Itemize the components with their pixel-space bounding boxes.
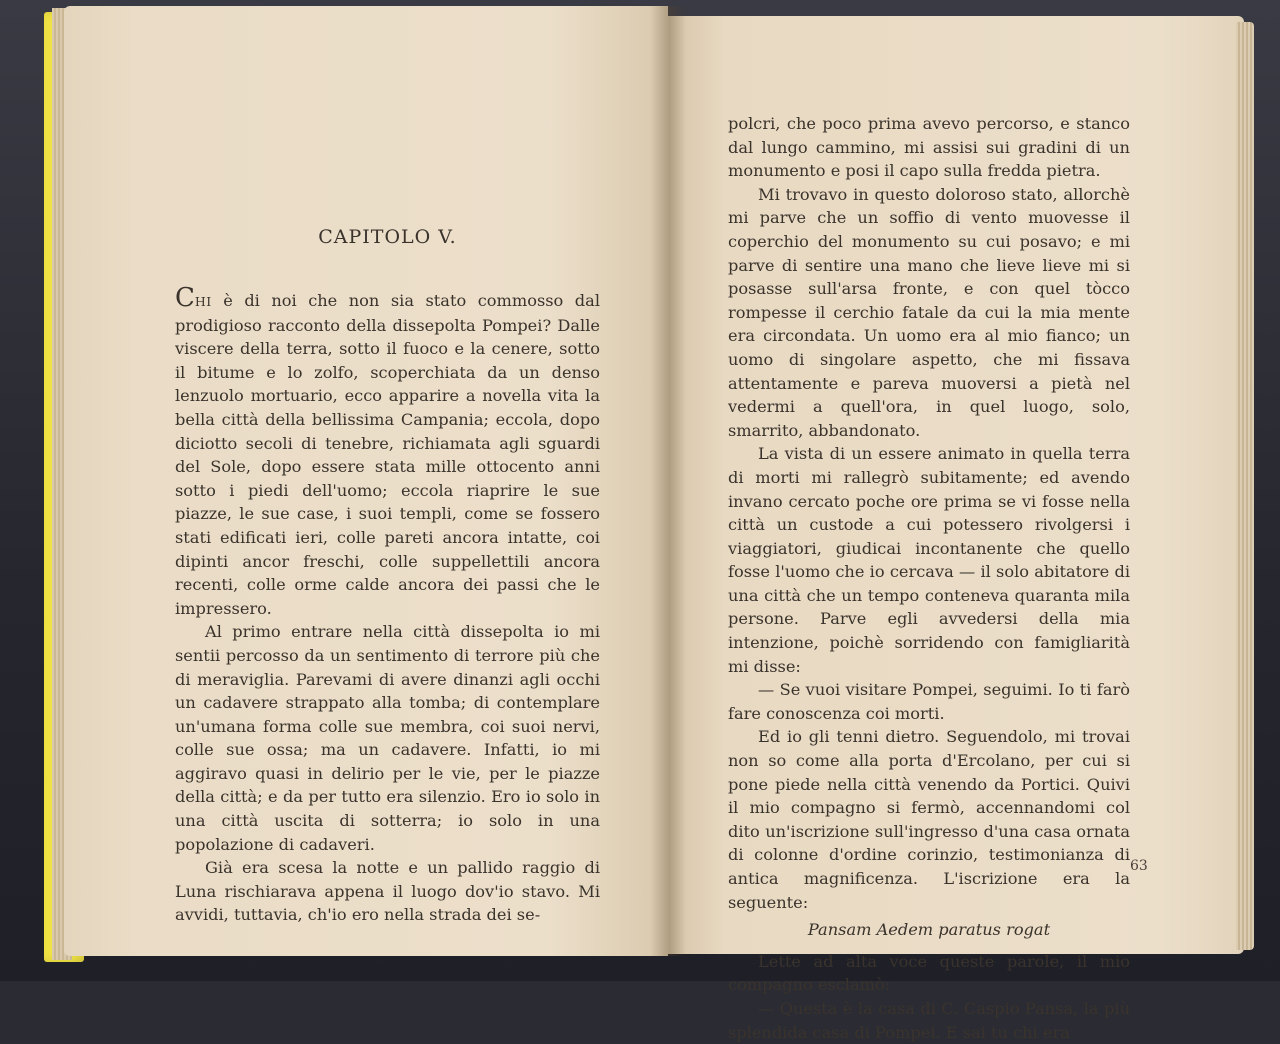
paragraph: Al primo entrare nella città dissepolta io mi sentii percosso da un sentimento di terrore più che di meraviglia. Parevami di avere dinanzi agli occhi un cadavere strappato alla tomba; di contemplare un'umana forma colle sue membra, coi suoi nervi, colle sue ossa; ma un cadavere. Infatti, io mi aggiravo quasi in delirio per le vie, per le piazze della città; e da per tutto era silenzio. Ero io solo in una città uscita di sotterra; io solo in una popolazione di cadaveri. (175, 622, 600, 854)
first-word-rest: HI (194, 294, 212, 309)
page-number: 63 (1130, 858, 1148, 874)
dialogue-paragraph: — Se vuoi visitare Pompei, seguimi. Io ti farò fare conoscenza coi morti. (728, 680, 1130, 723)
paragraph: La vista di un essere animato in quella terra di morti mi rallegrò subitamente; ed avendo invano cercato poche ore prima se vi fosse nella città un custode a cui potessero rivolgersi i viaggiatori, giudicai incontanente che quello fosse l'uomo che io cercava — il solo abitatore di una città che un tempo conteneva quaranta mila persone. Parve egli avvedersi della mia intenzione, poichè sorridendo con famigliarità mi disse: (728, 444, 1130, 676)
paragraph: Già era scesa la notte e un pallido raggio di Luna rischiarava appena il luogo dov'io stavo. Mi avvidi, tuttavia, ch'io ero nella strada dei se- (175, 858, 600, 925)
first-paragraph (175, 283, 600, 620)
paragraph: Lette ad alta voce queste parole, il mio compagno esclamò: (728, 951, 1130, 995)
inscription: Pansam Aedem paratus rogat (807, 920, 1051, 940)
right-page-edges (1236, 22, 1254, 950)
drop-cap: C (175, 283, 195, 313)
left-page-text (175, 283, 600, 927)
chapter-title: CAPITOLO V. (318, 226, 457, 248)
right-page-text (728, 112, 1130, 1044)
dialogue-paragraph: — Questa è la casa di C. Caspio Pansa, la più splendida casa di Pompei. E sai tu chi era (728, 998, 1130, 1042)
first-paragraph-text: è di noi che non sia stato commosso dal prodigioso racconto della dissepolta Pompei? Dalle viscere della terra, sotto il fuoco e la cenere, sotto il bitume e lo zolfo, scoperchiata da un denso lenzuolo mortuario, ecco apparire a novella vita la bella città della bellissima Campania; eccola, dopo diciotto secoli di tenebre, richiamata agli sguardi del Sole, dopo essere stata mille ottocento anni sotto i piedi dell'uomo; eccola riaprire le sue piazze, le sue case, i suoi templi, come se fossero stati edificati ieri, colle pareti ancora intatte, coi dipinti ancor freschi, colle suppellettili ancora recenti, colle orme calde ancora dei passi che le impressero. (175, 291, 600, 618)
continuation-paragraph: polcri, che poco prima avevo percorso, e stanco dal lungo cammino, mi assisi sui gradini di un monumento e posi il capo sulla fredda pietra. (728, 114, 1130, 181)
paragraph: Mi trovavo in questo doloroso stato, allorchè mi parve che un soffio di vento muovesse il coperchio del monumento su cui posavo; e mi parve di sentire una mano che lieve lieve mi si posasse sull'arsa fronte, e con quel tòcco rompesse il cerchio fatale da cui la mia mente era circondata. Un uomo era al mio fianco; un uomo di singolare aspetto, che mi fissava attentamente e pareva muoversi a pietà nel vedermi a quell'ora, in quel luogo, solo, smarrito, abbandonato. (728, 184, 1130, 440)
book-gutter (650, 6, 686, 956)
paragraph: Ed io gli tenni dietro. Seguendolo, mi trovai non so come alla porta d'Ercolano, per cui si pone piede nella città venendo da Portici. Quivi il mio compagno si fermò, accennandomi col dito un'iscrizione sull'ingresso d'una casa ornata di colonne d'ordine corinzio, testimonianza di antica magnificenza. L'iscrizione era la seguente: (728, 727, 1130, 912)
